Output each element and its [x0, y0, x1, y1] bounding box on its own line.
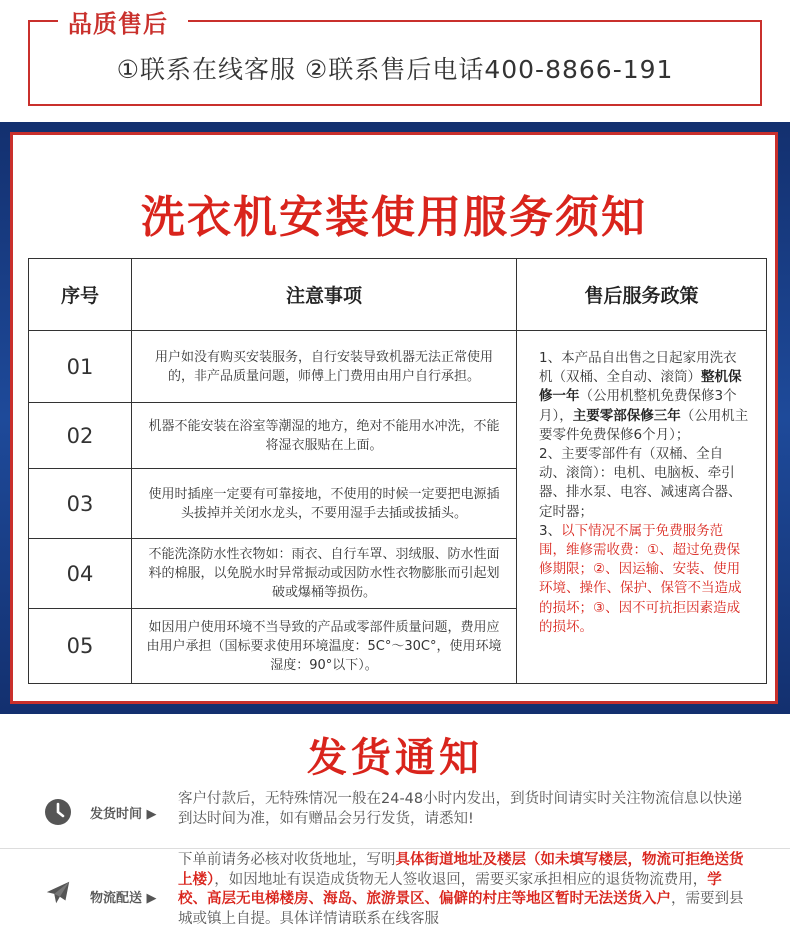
column-header-policy: 售后服务政策 [517, 259, 767, 331]
logistics-label: 物流配送 ▶ [90, 891, 157, 906]
row-number: 03 [29, 469, 132, 539]
after-sales-contact: ①联系在线客服 ②联系售后电话400-8866-191 [116, 55, 674, 84]
column-header-notes: 注意事项 [132, 259, 517, 331]
airplane-icon [44, 879, 72, 907]
row-note: 不能洗涤防水性衣物如：雨衣、自行车罩、羽绒服、防水性面料的棉服，以免脱水时异常振动或因防水性衣物膨胀而引起划破或爆桶等损伤。 [132, 539, 517, 609]
table-header-row [29, 259, 767, 331]
logistics-row [0, 848, 790, 949]
notice-card [10, 132, 778, 704]
after-sales-heading: 品质售后 [64, 4, 172, 39]
after-sales-box [28, 10, 762, 106]
row-number: 01 [29, 331, 132, 403]
clock-icon [44, 798, 72, 826]
shipping-time-text: 客户付款后，无特殊情况一般在24-48小时内发出，到货时间请实时关注物流信息以快递到达时间为准，如有赠品会另行发货，请悉知! [178, 791, 743, 827]
frame-line [28, 20, 58, 22]
policy-item-2: 2、主要零部件有（双桶、全自动、滚筒）：电机、电脑板、牵引器、排水泵、电容、减速离合器、定时器； [539, 446, 742, 520]
policy-item-3: 3、以下情况不属于免费服务范围，维修需收费：①、超过免费保修期限；②、因运输、安装、使用环境、操作、保护、保管不当造成的损坏；③、因不可抗拒因素造成的损坏。 [539, 522, 742, 635]
row-note: 如因用户使用环境不当导致的产品或零部件质量问题，费用应由用户承担（国标要求使用环境温度：5C°～30C°，使用环境湿度：90°以下）。 [132, 609, 517, 684]
table-row [29, 331, 767, 403]
column-header-no: 序号 [29, 259, 132, 331]
frame-line [188, 20, 762, 22]
row-note: 使用时插座一定要有可靠接地，不使用的时候一定要把电源插头拔掉并关闭水龙头，不要用湿手去插或拔插头。 [132, 469, 517, 539]
shipping-title: 发货通知 [307, 735, 483, 781]
row-number: 04 [29, 539, 132, 609]
row-note: 用户如没有购买安装服务，自行安装导致机器无法正常使用的，非产品质量问题，师傅上门费用由用户自行承担。 [132, 331, 517, 403]
policy-cell [517, 331, 767, 684]
row-number: 05 [29, 609, 132, 684]
notice-title: 洗衣机安装使用服务须知 [141, 192, 647, 243]
shipping-time-row [0, 790, 790, 840]
row-number: 02 [29, 403, 132, 469]
rules-table [28, 258, 767, 684]
row-note: 机器不能安装在浴室等潮湿的地方，绝对不能用水冲洗，不能将湿衣服贴在上面。 [132, 403, 517, 469]
logistics-text: 下单前请务必核对收货地址，写明具体街道地址及楼层（如未填写楼层，物流可拒绝送货上楼），如因地址有误造成货物无人签收退回，需要买家承担相应的退货物流费用，学校、高层无电梯楼房、海岛、旅游景区、偏僻的村庄等地区暂时无法送货入户，需要到县城或镇上自提。具体详情请联系在线客服 [178, 852, 744, 927]
policy-item-1: 1、本产品自出售之日起家用洗衣机（双桶、全自动、滚筒）整机保修一年（公用机整机免费保修3个月），主要零部保修三年（公用机主要零件免费保修6个月）； [539, 350, 749, 443]
notice-block [0, 122, 790, 714]
shipping-time-label: 发货时间 ▶ [90, 807, 157, 822]
